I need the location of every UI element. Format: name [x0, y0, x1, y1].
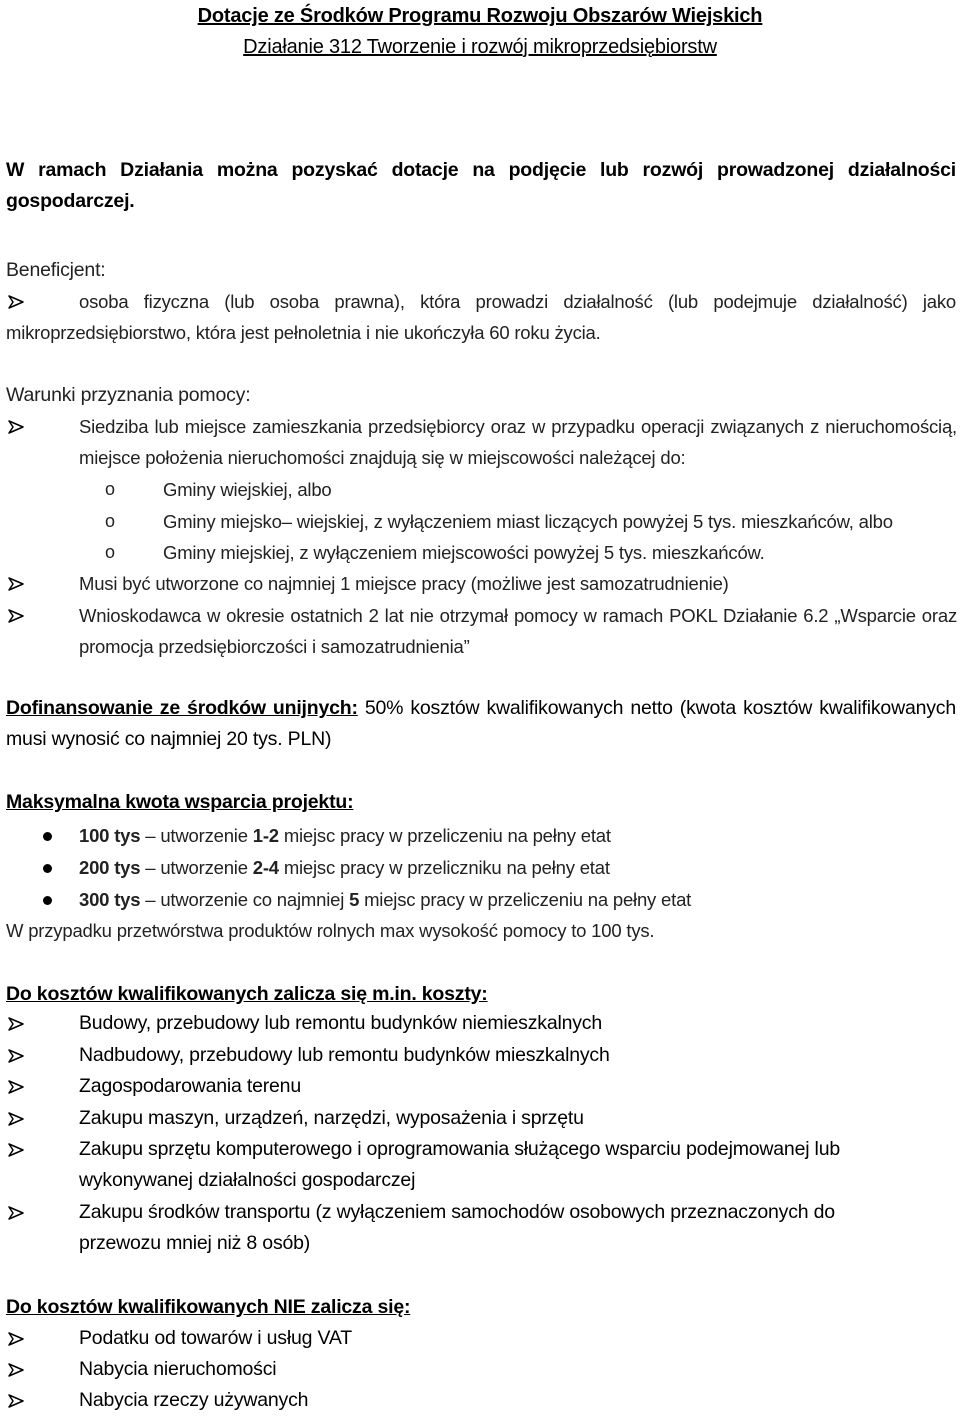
conditions-subitem-text: Gminy wiejskiej, albo: [163, 479, 332, 500]
eligible-cost-item: [0, 1071, 960, 1102]
eligible-cost-item: [0, 1103, 960, 1134]
eligible-cost-text: Zakupu sprzętu komputerowego i oprogramowania służącego wsparciu podejmowanej lub wykonywanej działalności gospodarczej: [79, 1138, 840, 1191]
conditions-item-location: [0, 411, 960, 473]
document-title: Dotacje ze Środków Programu Rozwoju Obszarów Wiejskich: [197, 5, 763, 27]
max-support-amount: 300 tys: [79, 889, 141, 910]
document-subtitle: Działanie 312 Tworzenie i rozwój mikroprzedsiębiorstw: [243, 36, 717, 58]
beneficiary-item-text: osoba fizyczna (lub osoba prawna), która prowadzi działalność (lub podejmuje działalność) jako mikroprzedsiębiorstwo, która jest pełnoletnia i nie ukończyła 60 roku życia.: [6, 291, 956, 343]
conditions-heading: Warunki przyznania pomocy:: [6, 384, 251, 406]
ineligible-cost-text: Podatku od towarów i usług VAT: [79, 1327, 352, 1349]
arrow-bullet-icon: [8, 1071, 30, 1102]
arrow-bullet-icon: [8, 1040, 30, 1071]
max-support-heading: Maksymalna kwota wsparcia projektu:: [6, 791, 354, 813]
conditions-subitem: [0, 506, 960, 537]
ineligible-cost-item: [0, 1354, 960, 1385]
beneficiary-item: [0, 286, 960, 348]
funding-paragraph: [6, 693, 956, 755]
max-support-text: miejsc pracy w przeliczniku na pełny etat: [278, 857, 610, 878]
ineligible-cost-text: Nabycia nieruchomości: [79, 1358, 277, 1380]
arrow-bullet-icon: [8, 600, 30, 631]
arrow-bullet-icon: [8, 1385, 30, 1416]
conditions-subitem-text: Gminy miejskiej, z wyłączeniem miejscowości powyżej 5 tys. mieszkańców.: [163, 542, 765, 563]
funding-text: 50% kosztów kwalifikowanych netto (kwota kosztów kwalifikowanych musi wynosić co najmniej 20 tys. PLN): [6, 697, 956, 750]
conditions-item-text: Siedziba lub miejsce zamieszkania przedsiębiorcy oraz w przypadku operacji związanych z nieruchomością, miejsce położenia nieruchomości znajdują się w miejscowości należącej do:: [79, 416, 957, 468]
conditions-subitem-text: Gminy miejsko– wiejskiej, z wyłączeniem miast liczących powyżej 5 tys. mieszkańców, albo: [163, 511, 893, 532]
eligible-cost-item: [0, 1008, 960, 1039]
eligible-cost-item: [0, 1134, 960, 1196]
max-support-text: – utworzenie: [140, 857, 253, 878]
arrow-bullet-icon: [8, 1134, 30, 1165]
dot-bullet-icon: [43, 832, 52, 841]
conditions-item-text: Musi być utworzone co najmniej 1 miejsce pracy (możliwe jest samozatrudnienie): [79, 573, 729, 594]
funding-label: Dofinansowanie ze środków unijnych:: [6, 697, 358, 719]
max-support-item: [0, 820, 960, 851]
circle-bullet-icon: o: [105, 479, 115, 499]
max-support-amount: 100 tys: [79, 825, 141, 846]
max-support-text: – utworzenie co najmniej: [140, 889, 350, 910]
max-support-jobs: 5: [349, 889, 360, 910]
ineligible-cost-text: Nabycia rzeczy używanych: [79, 1389, 309, 1411]
conditions-item-text: Wnioskodawca w okresie ostatnich 2 lat nie otrzymał pomocy w ramach POKL Działanie 6.2 „Wsparcie oraz promocja przedsiębiorczości i samozatrudnienia”: [79, 605, 957, 657]
eligible-cost-text: Zagospodarowania terenu: [79, 1075, 301, 1097]
arrow-bullet-icon: [8, 1103, 30, 1134]
conditions-item-pokl: [0, 600, 960, 662]
circle-bullet-icon: o: [105, 511, 115, 531]
arrow-bullet-icon: [8, 1197, 30, 1228]
arrow-bullet-icon: [8, 411, 30, 442]
conditions-subitem: [0, 474, 960, 505]
max-support-item: [0, 852, 960, 883]
ineligible-cost-item: [0, 1385, 960, 1416]
max-support-text: miejsc pracy w przeliczeniu na pełny etat: [278, 825, 611, 846]
ineligible-costs-heading: Do kosztów kwalifikowanych NIE zalicza się:: [6, 1296, 411, 1318]
max-support-item: [0, 884, 960, 915]
max-support-jobs: 2-4: [252, 857, 279, 878]
eligible-cost-text: Zakupu maszyn, urządzeń, narzędzi, wyposażenia i sprzętu: [79, 1107, 584, 1129]
eligible-cost-item: [0, 1040, 960, 1071]
max-support-amount: 200 tys: [79, 857, 141, 878]
beneficiary-heading: Beneficjent:: [6, 259, 106, 281]
max-support-text: miejsc pracy w przeliczeniu na pełny etat: [359, 889, 692, 910]
max-support-jobs: 1-2: [252, 825, 279, 846]
eligible-cost-text: Budowy, przebudowy lub remontu budynków niemieszkalnych: [79, 1012, 603, 1034]
max-support-note: W przypadku przetwórstwa produktów rolnych max wysokość pomocy to 100 tys.: [6, 920, 655, 941]
intro-paragraph: W ramach Działania można pozyskać dotacje na podjęcie lub rozwój prowadzonej działalności gospodarczej.: [6, 159, 956, 212]
conditions-item-employment: [0, 568, 960, 599]
arrow-bullet-icon: [8, 568, 30, 599]
eligible-cost-text: Zakupu środków transportu (z wyłączeniem samochodów osobowych przeznaczonych do przewozu mniej niż 8 osób): [79, 1201, 835, 1254]
dot-bullet-icon: [43, 896, 52, 905]
dot-bullet-icon: [43, 864, 52, 873]
arrow-bullet-icon: [8, 1008, 30, 1039]
ineligible-cost-item: [0, 1323, 960, 1354]
eligible-costs-heading: Do kosztów kwalifikowanych zalicza się m.in. koszty:: [6, 983, 488, 1005]
eligible-cost-item: [0, 1197, 960, 1259]
circle-bullet-icon: o: [105, 542, 115, 562]
eligible-cost-text: Nadbudowy, przebudowy lub remontu budynków mieszkalnych: [79, 1044, 610, 1066]
conditions-subitem: [0, 537, 960, 568]
max-support-text: – utworzenie: [140, 825, 253, 846]
arrow-bullet-icon: [8, 1354, 30, 1385]
arrow-bullet-icon: [8, 1323, 30, 1354]
